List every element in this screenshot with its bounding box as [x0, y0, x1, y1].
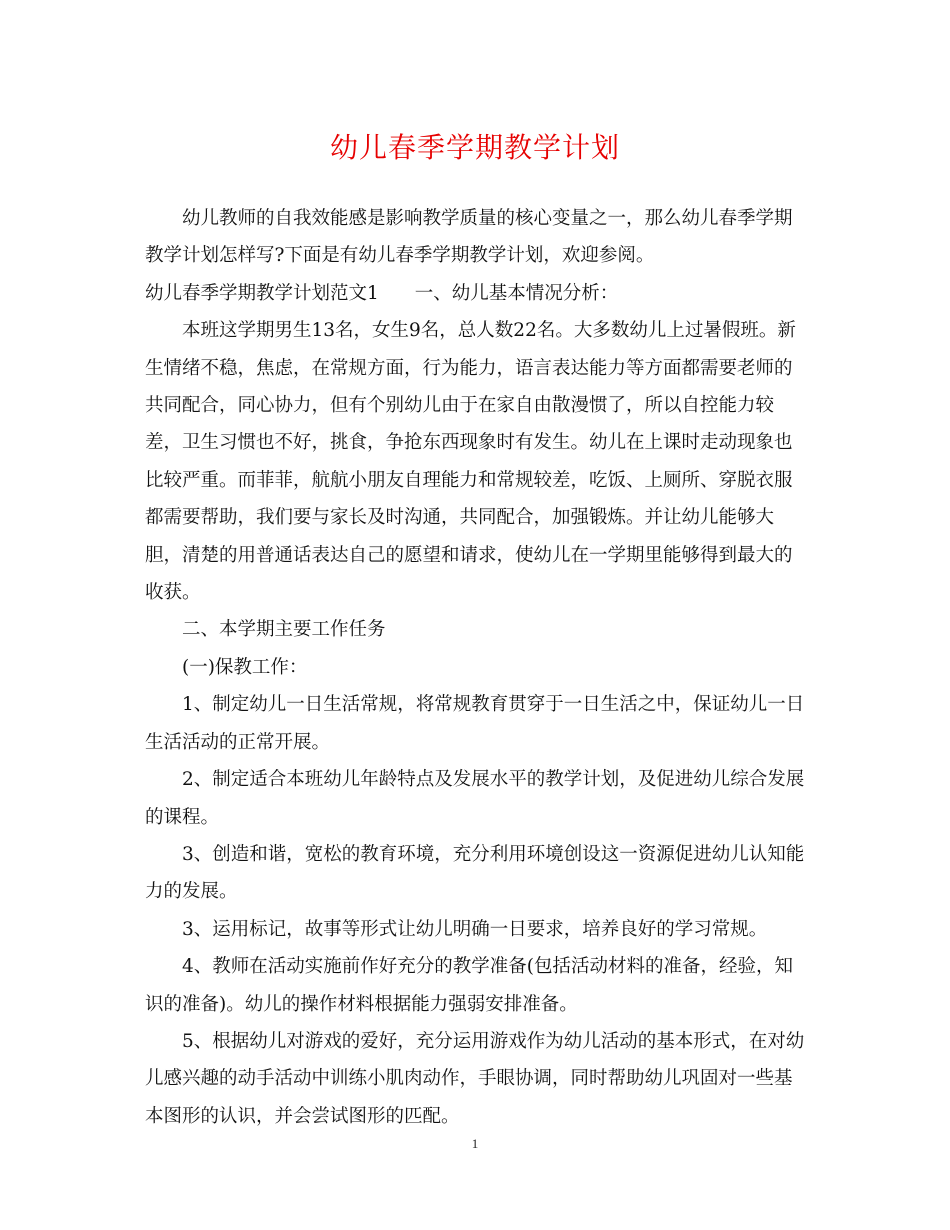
list-item: 3、创造和谐，宽松的教育环境，充分利用环境创设这一资源促进幼儿认知能力的发展。 [145, 843, 805, 903]
sample-label: 幼儿春季学期教学计划范文1 [145, 282, 379, 304]
page-number: 1 [471, 1136, 479, 1151]
list-item: 5、根据幼儿对游戏的爱好，充分运用游戏作为幼儿活动的基本形式，在对幼儿感兴趣的动手活动中训练小肌肉动作，手眼协调，同时帮助幼儿巩固对一些基本图形的认识，并会尝试图形的匹配。 [145, 1030, 805, 1127]
sample-line [145, 275, 810, 312]
section2-heading: 二、本学期主要工作任务 [182, 619, 386, 641]
intro-paragraph: 幼儿教师的自我效能感是影响教学质量的核心变量之一，那么幼儿春季学期教学计划怎样写?下面是有幼儿春季学期教学计划，欢迎参阅。 [145, 208, 793, 267]
document-body [145, 200, 810, 1135]
section1-paragraph: 本班这学期男生13名，女生9名，总人数22名。大多数幼儿上过暑假班。新生情绪不稳，焦虑，在常规方面，行为能力，语言表达能力等方面都需要老师的共同配合，同心协力，但有个别幼儿由于在家自由散漫惯了，所以自控能力较差，卫生习惯也不好，挑食，争抢东西现象时有发生。幼儿在上课时走动现象也比较严重。而菲菲，航航小朋友自理能力和常规较差，吃饭、上厕所、穿脱衣服都需要帮助，我们要与家长及时沟通，共同配合，加强锻炼。并让幼儿能够大胆，清楚的用普通话表达自己的愿望和请求，使幼儿在一学期里能够得到最大的收获。 [145, 320, 796, 604]
list-item: 4、教师在活动实施前作好充分的教学准备(包括活动材料的准备，经验，知识的准备)。幼儿的操作材料根据能力强弱安排准备。 [145, 956, 793, 1015]
list-item: 3、运用标记，故事等形式让幼儿明确一日要求，培养良好的学习常规。 [182, 918, 768, 940]
subsection-heading: (一)保教工作： [182, 656, 308, 678]
list-item: 1、制定幼儿一日生活常规，将常规教育贯穿于一日生活之中，保证幼儿一日生活活动的正常开展。 [145, 694, 805, 753]
document-title: 幼儿春季学期教学计划 [329, 131, 620, 164]
list-item: 2、制定适合本班幼儿年龄特点及发展水平的教学计划，及促进幼儿综合发展的课程。 [145, 769, 805, 828]
section1-heading: 一、幼儿基本情况分析： [414, 282, 619, 304]
